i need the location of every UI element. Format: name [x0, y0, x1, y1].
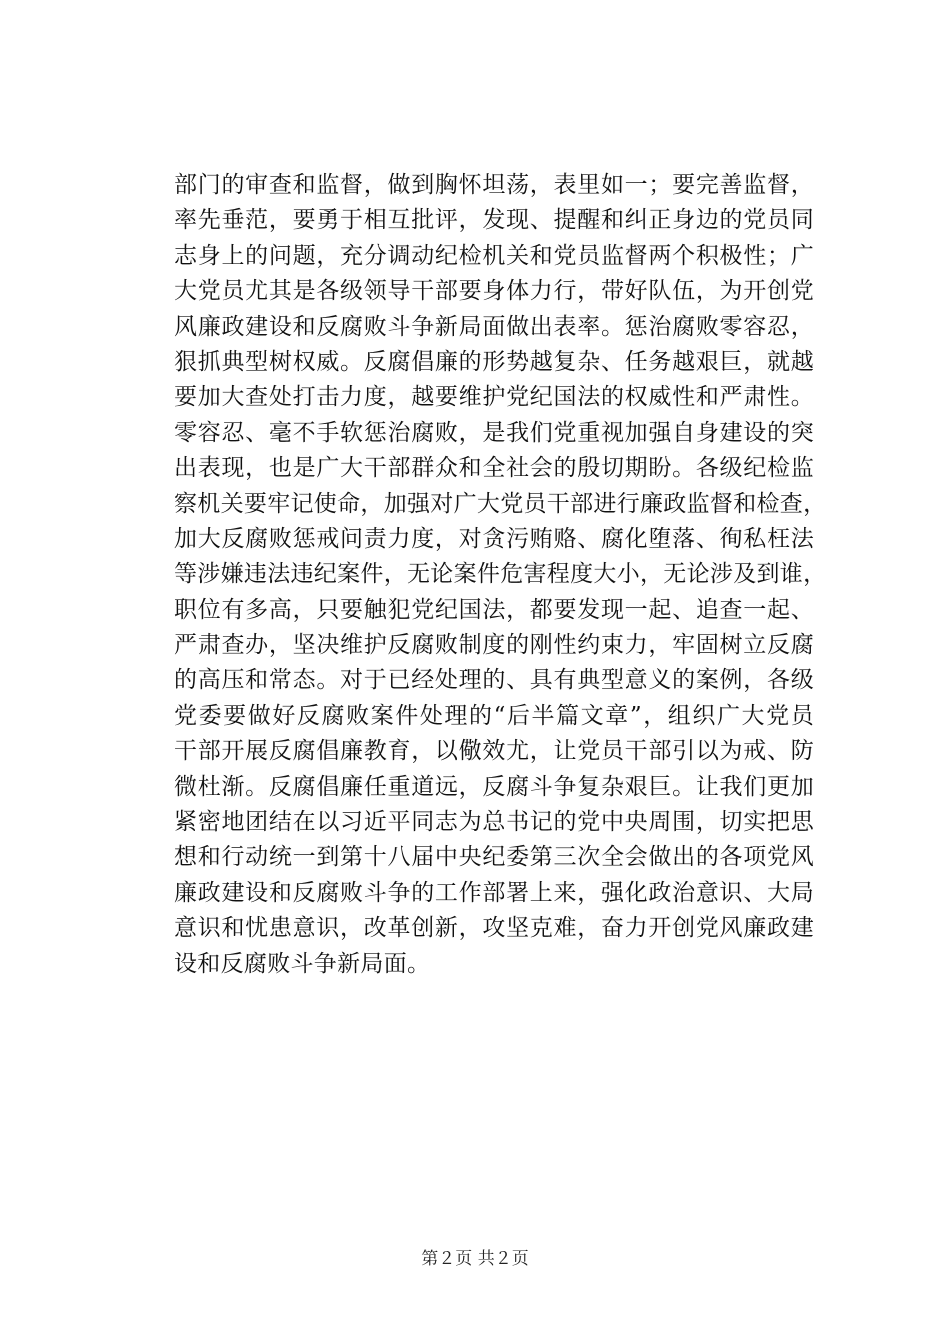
- text-line: 设和反腐败斗争新局面。: [174, 950, 431, 977]
- text-line: 察机关要牢记使命，加强对广大党员干部进行廉政监督和检查，: [174, 490, 827, 517]
- body-paragraph: [174, 168, 827, 982]
- text-line: 干部开展反腐倡廉教育，以儆效尤，让党员干部引以为戒、防: [174, 738, 814, 765]
- text-line: 要加大查处打击力度，越要维护党纪国法的权威性和严肃性。: [174, 384, 814, 411]
- text-line: 廉政建设和反腐败斗争的工作部署上来，强化政治意识、大局: [174, 879, 814, 906]
- text-line: 志身上的问题，充分调动纪检机关和党员监督两个积极性；广: [174, 242, 814, 269]
- text-line: 狠抓典型树权威。反腐倡廉的形势越复杂、任务越艰巨，就越: [174, 348, 814, 375]
- text-line: 职位有多高，只要触犯党纪国法，都要发现一起、追查一起、: [174, 596, 814, 623]
- text-line: 出表现，也是广大干部群众和全社会的殷切期盼。各级纪检监: [174, 455, 814, 482]
- text-line: 党委要做好反腐败案件处理的“后半篇文章”，组织广大党员: [174, 702, 814, 729]
- text-line: 率先垂范，要勇于相互批评，发现、提醒和纠正身边的党员同: [174, 207, 814, 234]
- text-line: 紧密地团结在以习近平同志为总书记的党中央周围，切实把思: [174, 809, 814, 836]
- text-line: 意识和忧患意识，改革创新，攻坚克难，奋力开创党风廉政建: [174, 915, 814, 942]
- text-line: 加大反腐败惩戒问责力度，对贪污贿赂、腐化堕落、徇私枉法: [174, 525, 814, 552]
- text-line: 零容忍、毫不手软惩治腐败，是我们党重视加强自身建设的突: [174, 419, 814, 446]
- page-number-footer: 第２页 共２页: [421, 1249, 529, 1269]
- text-line: 大党员尤其是各级领导干部要身体力行，带好队伍，为开创党: [174, 278, 814, 305]
- text-line: 想和行动统一到第十八届中央纪委第三次全会做出的各项党风: [174, 844, 814, 871]
- text-line: 风廉政建设和反腐败斗争新局面做出表率。惩治腐败零容忍，: [174, 313, 814, 340]
- text-line: 部门的审查和监督，做到胸怀坦荡，表里如一；要完善监督，: [174, 172, 814, 198]
- text-line: 的高压和常态。对于已经处理的、具有典型意义的案例，各级: [174, 667, 814, 694]
- text-line: 微杜渐。反腐倡廉任重道远，反腐斗争复杂艰巨。让我们更加: [174, 773, 814, 800]
- text-line: 严肃查办，坚决维护反腐败制度的刚性约束力，牢固树立反腐: [174, 632, 814, 659]
- text-line: 等涉嫌违法违纪案件，无论案件危害程度大小，无论涉及到谁，: [174, 561, 827, 588]
